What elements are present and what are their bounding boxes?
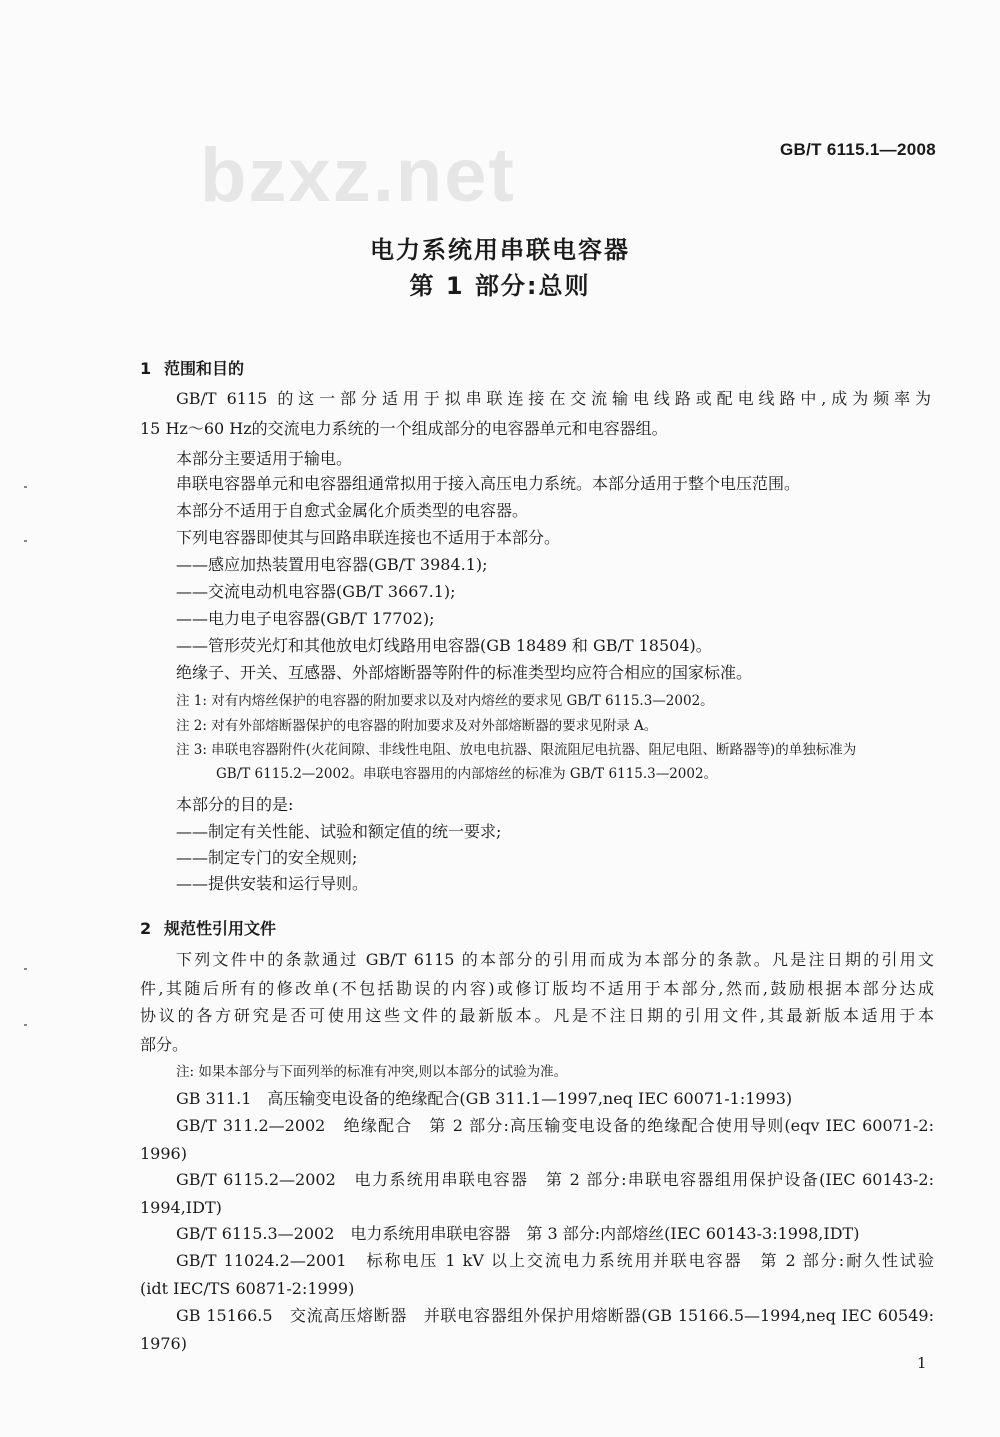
paragraph: 本部分的目的是: — [176, 795, 294, 814]
paragraph-line: 件,其随后所有的修改单(不包括勘误的内容)或修订版均不适用于本部分,然而,鼓励根据本部分达成 — [140, 979, 934, 998]
scan-speck — [24, 1024, 27, 1026]
list-item: ——制定专门的安全规则; — [176, 848, 358, 867]
list-item: ——管形荧光灯和其他放电灯线路用电容器(GB 18489 和 GB/T 18504)。 — [176, 636, 712, 655]
watermark: bzxz.net — [200, 133, 516, 218]
reference-item: GB 15166.5 交流高压熔断器 并联电容器组外保护用熔断器(GB 15166.5—1994,neq IEC 60549: — [176, 1306, 934, 1325]
section-number: 2 — [140, 919, 152, 938]
paragraph-line: 下列文件中的条款通过 GB/T 6115 的本部分的引用而成为本部分的条款。凡是注日期的引用文 — [176, 950, 934, 969]
reference-item-cont: 1994,IDT) — [140, 1198, 222, 1217]
note: 注 3: 串联电容器附件(火花间隙、非线性电阻、放电电抗器、限流阻尼电抗器、阻尼电阻、断路器等)的单独标准为 — [176, 742, 857, 758]
reference-item: GB/T 6115.3—2002 电力系统用串联电容器 第 3 部分:内部熔丝(IEC 60143-3:1998,IDT) — [176, 1224, 860, 1243]
standard-code: GB/T 6115.1—2008 — [779, 140, 936, 159]
reference-item-cont: 1976) — [140, 1334, 187, 1353]
scan-speck — [24, 968, 27, 970]
reference-item-cont: (idt IEC/TS 60871-2:1999) — [140, 1279, 355, 1298]
paragraph: 本部分主要适用于输电。 — [176, 449, 353, 468]
reference-item: GB 311.1 高压输变电设备的绝缘配合(GB 311.1—1997,neq IEC 60071-1:1993) — [176, 1089, 793, 1108]
paragraph-line: GB/T 6115 的这一部分适用于拟串联连接在交流输电线路或配电线路中,成为频率为 — [176, 389, 931, 408]
reference-item: GB/T 6115.2—2002 电力系统用串联电容器 第 2 部分:串联电容器组用保护设备(IEC 60143-2: — [176, 1170, 934, 1189]
list-item: ——提供安装和运行导则。 — [176, 874, 369, 893]
paragraph-line: 协议的各方研究是否可使用这些文件的最新版本。凡是不注日期的引用文件,其最新版本适用于本 — [140, 1006, 934, 1025]
scan-speck — [24, 486, 27, 488]
list-item: ——感应加热装置用电容器(GB/T 3984.1); — [176, 555, 488, 574]
reference-item: GB/T 11024.2—2001 标称电压 1 kV 以上交流电力系统用并联电容器 第 2 部分:耐久性试验 — [176, 1251, 934, 1270]
document-subtitle: 第 1 部分:总则 — [409, 272, 591, 300]
section-number: 1 — [140, 359, 152, 378]
page-number: 1 — [917, 1354, 927, 1372]
paragraph: 下列电容器即使其与回路串联连接也不适用于本部分。 — [176, 528, 561, 547]
section-title: 规范性引用文件 — [164, 919, 277, 938]
list-item: ——电力电子电容器(GB/T 17702); — [176, 609, 435, 628]
list-item: ——交流电动机电容器(GB/T 3667.1); — [176, 582, 456, 601]
scan-speck — [24, 540, 27, 542]
section-1-heading — [140, 356, 244, 379]
list-item: ——制定有关性能、试验和额定值的统一要求; — [176, 822, 502, 841]
paragraph: 本部分不适用于自愈式金属化介质类型的电容器。 — [176, 501, 529, 520]
paragraph: 串联电容器单元和电容器组通常拟用于接入高压电力系统。本部分适用于整个电压范围。 — [176, 474, 801, 493]
note: 注: 如果本部分与下面列举的标准有冲突,则以本部分的试验为准。 — [176, 1064, 568, 1080]
section-title: 范围和目的 — [164, 359, 245, 378]
paragraph: 绝缘子、开关、互感器、外部熔断器等附件的标准类型均应符合相应的国家标准。 — [176, 663, 753, 682]
reference-item-cont: 1996) — [140, 1144, 187, 1163]
note: GB/T 6115.2—2002。串联电容器用的内部熔丝的标准为 GB/T 6115.3—2002。 — [216, 766, 718, 782]
section-2-heading — [140, 916, 276, 939]
note: 注 2: 对有外部熔断器保护的电容器的附加要求及对外部熔断器的要求见附录 A。 — [176, 718, 658, 734]
note: 注 1: 对有内熔丝保护的电容器的附加要求以及对内熔丝的要求见 GB/T 6115.3—2002。 — [176, 693, 714, 709]
paragraph-line: 15 Hz～60 Hz的交流电力系统的一个组成部分的电容器单元和电容器组。 — [140, 419, 668, 438]
document-title: 电力系统用串联电容器 — [370, 236, 630, 264]
reference-item: GB/T 311.2—2002 绝缘配合 第 2 部分:高压输变电设备的绝缘配合使用导则(eqv IEC 60071-2: — [176, 1116, 934, 1135]
paragraph-line: 部分。 — [140, 1035, 189, 1054]
